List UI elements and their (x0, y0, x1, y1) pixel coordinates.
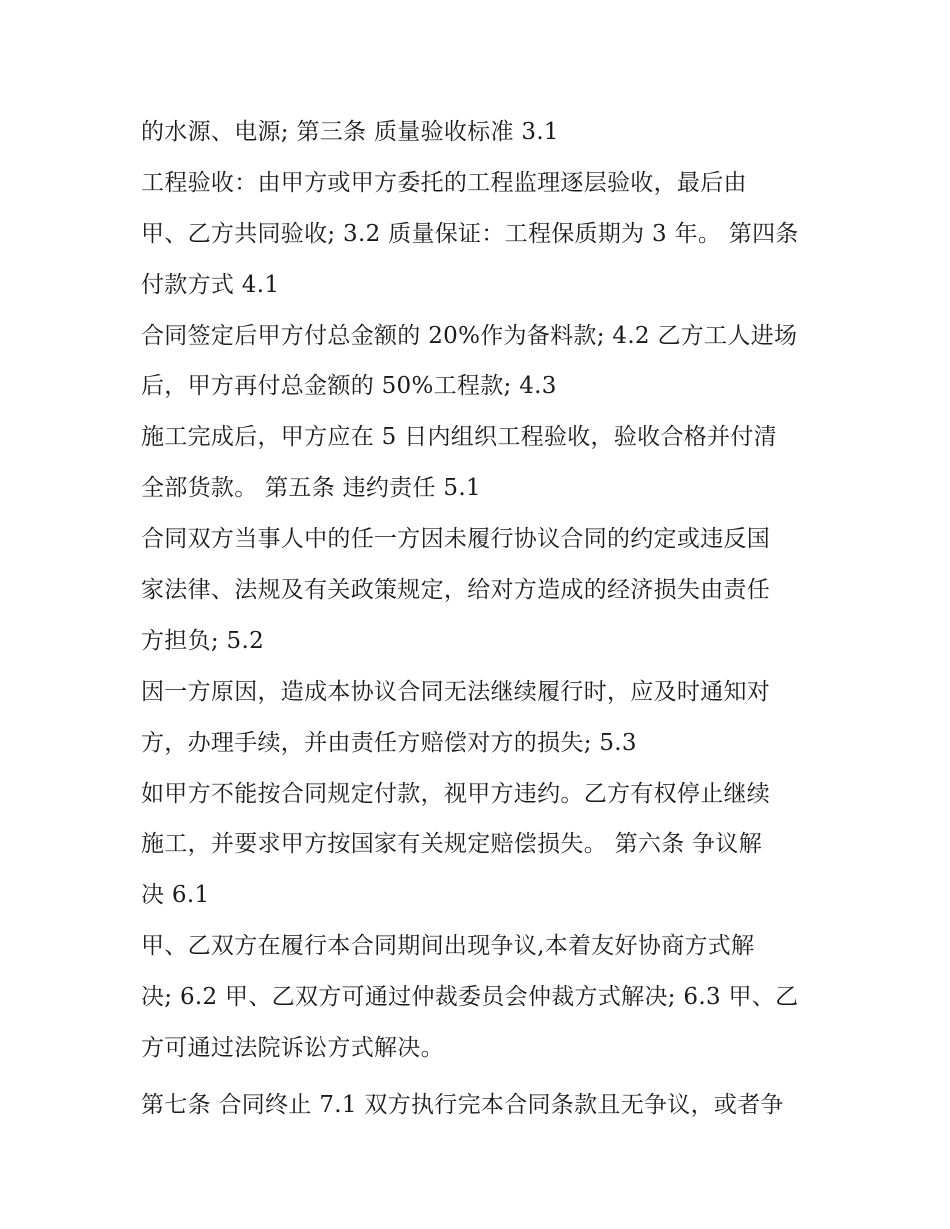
text-line: 家法律、法规及有关政策规定，给对方造成的经济损失由责任 (141, 577, 771, 604)
text-line: 甲、乙双方在履行本合同期间出现争议,本着友好协商方式解 (141, 933, 755, 960)
text-line: 合同双方当事人中的任一方因未履行协议合同的约定或违反国 (141, 526, 771, 553)
text-line: 的水源、电源; 第三条 质量验收标准 3.1 (141, 119, 559, 145)
text-line: 甲、乙方共同验收; 3.2 质量保证：工程保质期为 3 年。 第四条 (141, 220, 799, 247)
text-line: 后，甲方再付总金额的 50%工程款; 4.3 (141, 373, 557, 400)
text-line: 工程验收：由甲方或甲方委托的工程监理逐层验收，最后由 (141, 169, 747, 196)
text-line: 合同签定后甲方付总金额的 20%作为备料款; 4.2 乙方工人进场 (141, 322, 798, 349)
contract-text-body (141, 107, 831, 1131)
text-line: 第七条 合同终止 7.1 双方执行完本合同条款且无争议，或者争 (141, 1091, 784, 1118)
text-line: 方可通过法院诉讼方式解决。 (141, 1035, 444, 1062)
text-line: 决; 6.2 甲、乙双方可通过仲裁委员会仲裁方式解决; 6.3 甲、乙 (141, 984, 799, 1011)
text-line: 如甲方不能按合同规定付款，视甲方违约。乙方有权停止继续 (141, 780, 771, 807)
text-line: 施工完成后，甲方应在 5 日内组织工程验收，验收合格并付清 (141, 424, 777, 451)
text-line: 决 6.1 (141, 882, 210, 909)
text-line: 因一方原因，造成本协议合同无法继续履行时，应及时通知对 (141, 678, 771, 705)
text-line: 方担负; 5.2 (141, 627, 265, 654)
text-line: 方，办理手续，并由责任方赔偿对方的损失; 5.3 (141, 729, 637, 756)
text-line: 全部货款。 第五条 违约责任 5.1 (141, 475, 481, 502)
text-line: 付款方式 4.1 (141, 271, 280, 298)
text-line: 施工，并要求甲方按国家有关规定赔偿损失。 第六条 争议解 (141, 831, 763, 858)
